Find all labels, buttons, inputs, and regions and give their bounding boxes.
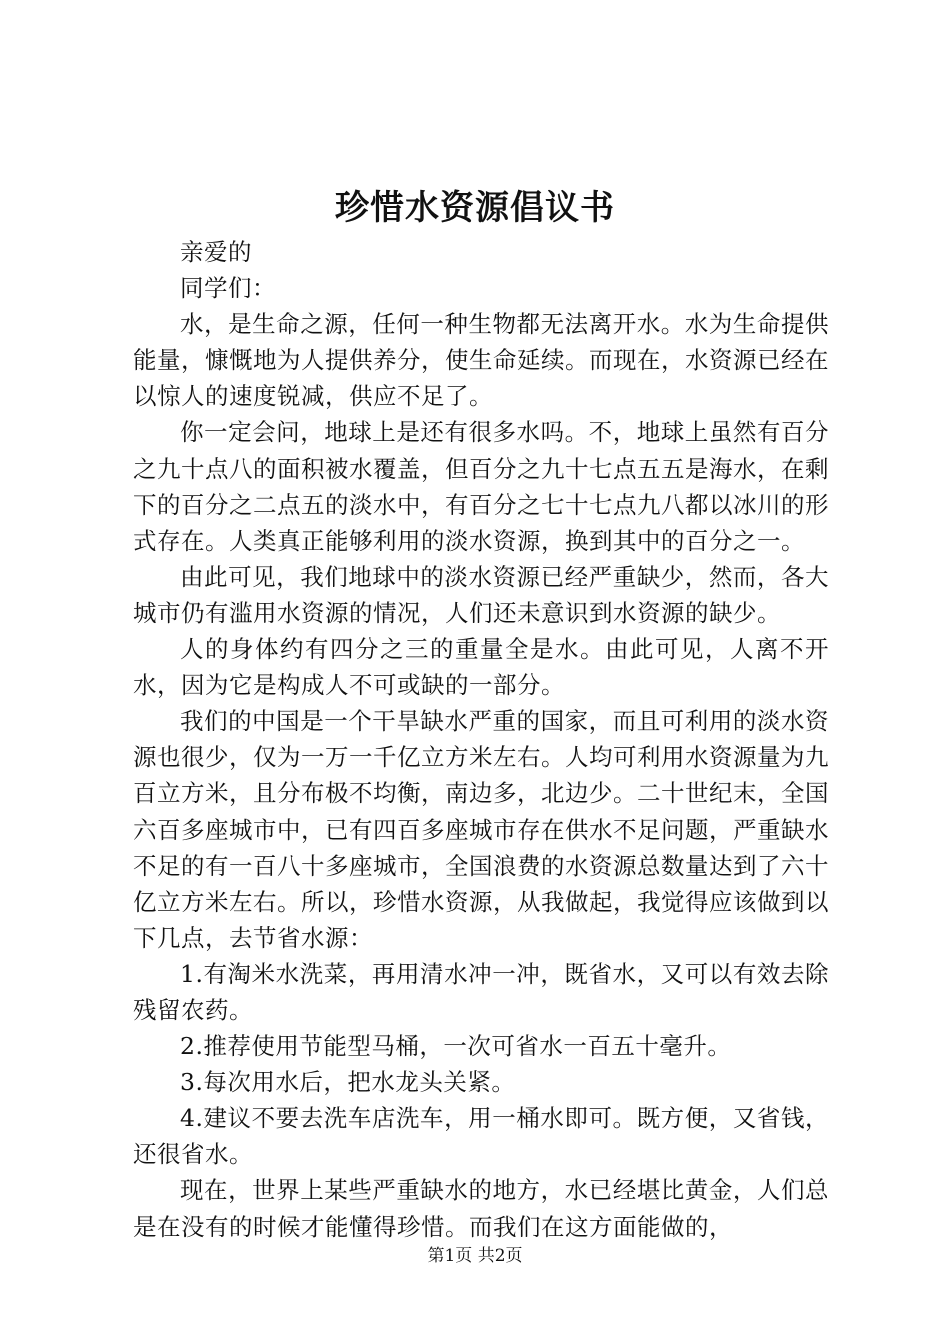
paragraph-3: 由此可见，我们地球中的淡水资源已经严重缺少，然而，各大城市仍有滥用水资源的情况，人们还未意识到水资源的缺少。: [133, 562, 829, 627]
salutation-line-2: 同学们：: [180, 274, 276, 303]
paragraph-4: 人的身体约有四分之三的重量全是水。由此可见，人离不开水，因为它是构成人不可或缺的一部分。: [133, 635, 829, 700]
document-body: [133, 234, 829, 1245]
list-item-4: 4.建议不要去洗车店洗车，用一桶水即可。既方便，又省钱，还很省水。: [133, 1104, 829, 1169]
salutation-line-1: 亲爱的: [180, 238, 252, 266]
paragraph-6: 现在，世界上某些严重缺水的地方，水已经堪比黄金，人们总是在没有的时候才能懂得珍惜。而我们在这方面能做的，: [133, 1176, 829, 1241]
list-item-1: 1.有淘米水洗菜，再用清水冲一冲，既省水，又可以有效去除残留农药。: [133, 959, 829, 1024]
paragraph-2: 你一定会问，地球上是还有很多水吗。不，地球上虽然有百分之九十点八的面积被水覆盖，但百分之九十七点五五是海水，在剩下的百分之二点五的淡水中，有百分之七十七点九八都以冰川的形式存在。人类真正能够利用的淡水资源，换到其中的百分之一。: [133, 418, 829, 555]
paragraph-5: 我们的中国是一个干旱缺水严重的国家，而且可利用的淡水资源也很少，仅为一万一千亿立方米左右。人均可利用水资源量为九百立方米，且分布极不均衡，南边多，北边少。二十世纪末，全国六百多座城市中，已有四百多座城市存在供水不足问题，严重缺水不足的有一百八十多座城市，全国浪费的水资源总数量达到了六十亿立方米左右。所以，珍惜水资源，从我做起，我觉得应该做到以下几点，去节省水源：: [133, 707, 829, 952]
paragraph-1: 水，是生命之源，任何一种生物都无法离开水。水为生命提供能量，慷慨地为人提供养分，使生命延续。而现在，水资源已经在以惊人的速度锐减，供应不足了。: [133, 310, 829, 411]
list-item-2: 2.推荐使用节能型马桶，一次可省水一百五十毫升。: [180, 1032, 732, 1061]
page-footer: 第1页 共2页: [427, 1246, 523, 1266]
document-title: 珍惜水资源倡议书: [335, 188, 615, 228]
list-item-3: 3.每次用水后，把水龙头关紧。: [180, 1068, 516, 1097]
